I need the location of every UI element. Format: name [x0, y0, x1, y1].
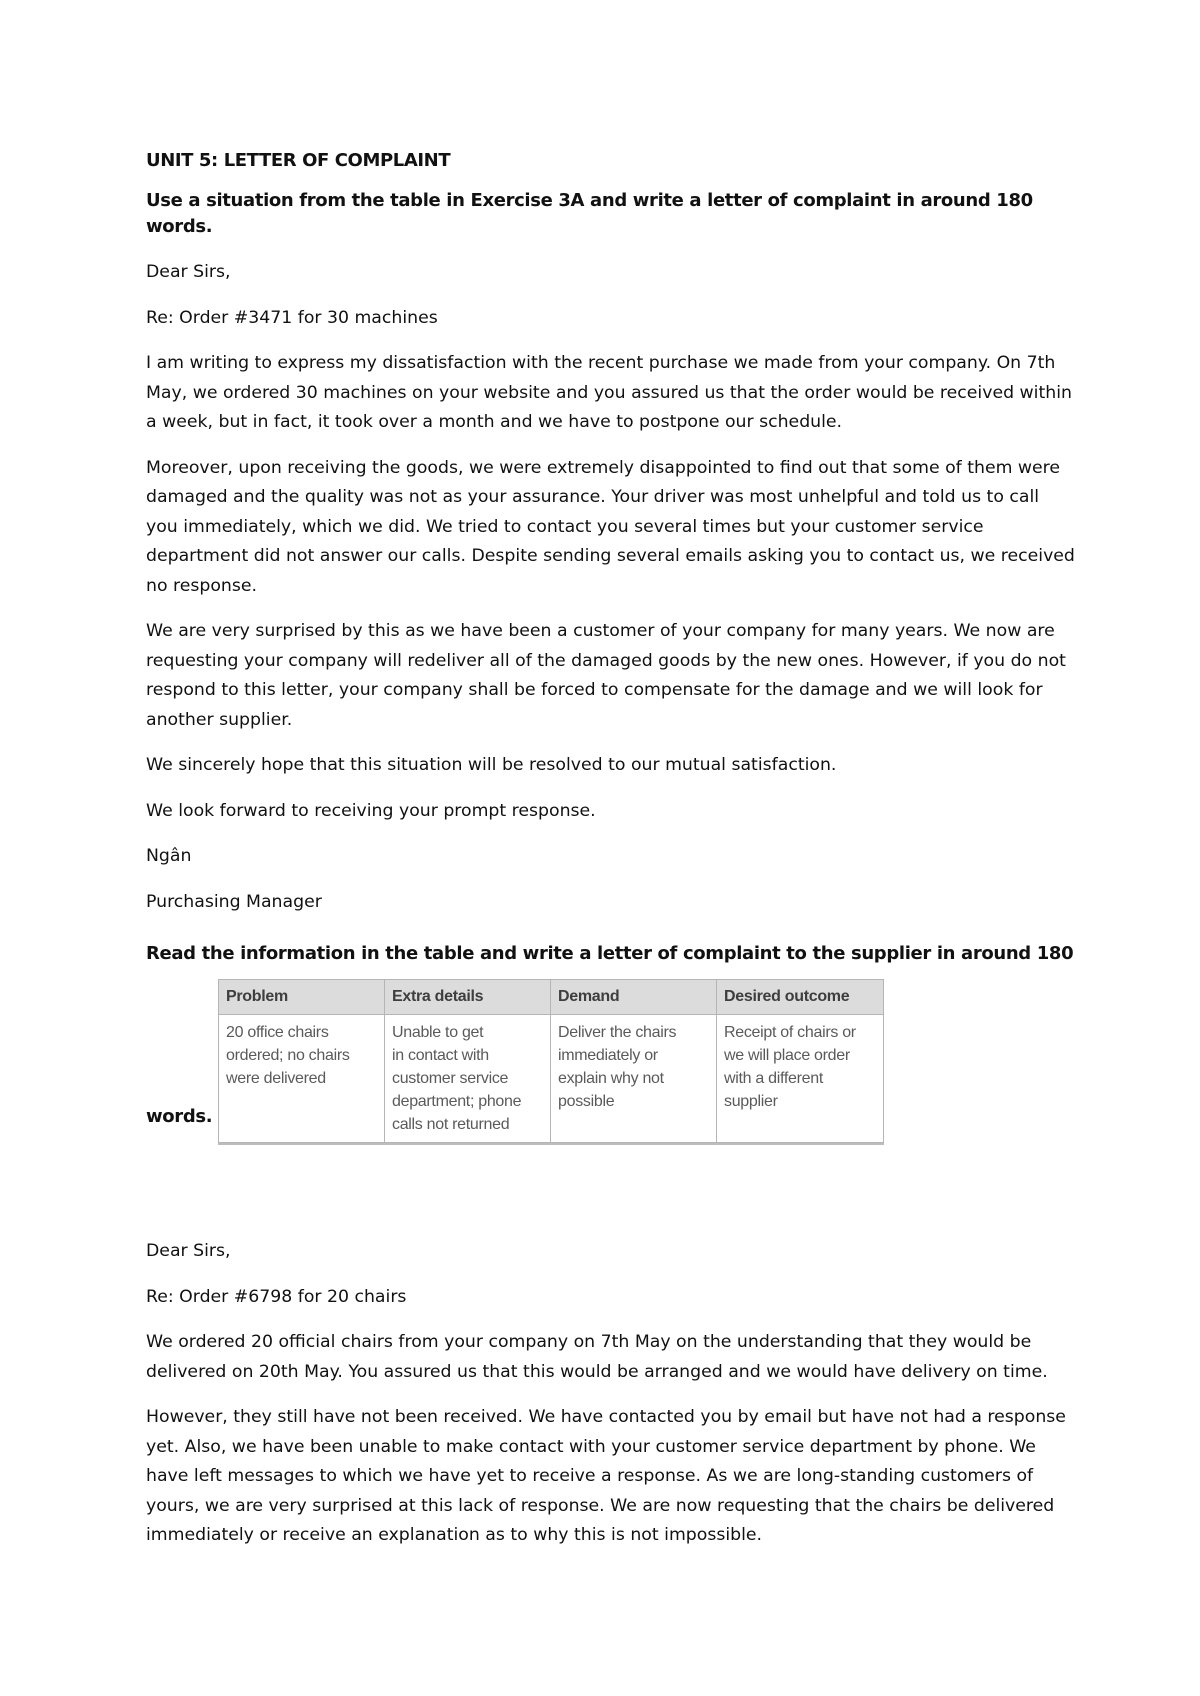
letter-1-paragraph: We are very surprised by this as we have been a customer of your company for many years. We now are requesting your company will redeliver all of the damaged goods by the new ones. However, if you do not respond to this letter, your company shall be forced to compensate for the damage and we will look for another supplier.	[146, 621, 1066, 730]
task-2-block	[146, 943, 1076, 1153]
letter-1-paragraph: We look forward to receiving your prompt response.	[146, 800, 596, 821]
table-row	[219, 1015, 884, 1143]
letter-1-subject: Re: Order #3471 for 30 machines	[146, 307, 438, 328]
letter-2-subject: Re: Order #6798 for 20 chairs	[146, 1286, 407, 1307]
table-header-cell: Desired outcome	[717, 980, 884, 1015]
table-header-cell: Extra details	[385, 980, 551, 1015]
document-title: UNIT 5: LETTER OF COMPLAINT	[146, 150, 451, 171]
letter-1-signature-name: Ngân	[146, 846, 192, 866]
letter-2-paragraph: We ordered 20 official chairs from your company on 7th May on the understanding that they would be delivered on 20th May. You assured us that this would be arranged and we would have delivery on time.	[146, 1332, 1048, 1382]
letter-1	[146, 258, 1076, 917]
info-table	[218, 979, 884, 1143]
letter-2	[146, 1237, 1076, 1551]
letter-1-paragraph: Moreover, upon receiving the goods, we were extremely disappointed to find out that some of them were damaged and the quality was not as your assurance. Your driver was most unhelpful and told us to call you immediately, which we did. We tried to contact you several times but your customer service department did not answer our calls. Despite sending several emails asking you to contact us, we received no response.	[146, 457, 1075, 596]
table-cell: Deliver the chairs immediately or explain why not possible	[551, 1015, 717, 1143]
letter-1-paragraph: We sincerely hope that this situation will be resolved to our mutual satisfaction.	[146, 755, 837, 775]
table-cell: 20 office chairs ordered; no chairs were delivered	[219, 1015, 385, 1143]
letter-2-salutation: Dear Sirs,	[146, 1241, 231, 1261]
task-instruction-2-continued: words.	[146, 1106, 213, 1127]
task-instruction-2: Read the information in the table and write a letter of complaint to the supplier in around 180	[146, 943, 1074, 964]
table-header-cell: Problem	[219, 980, 385, 1015]
letter-1-paragraph: I am writing to express my dissatisfaction with the recent purchase we made from your company. On 7th May, we ordered 30 machines on your website and you assured us that the order would be received within a week, but in fact, it took over a month and we have to postpone our schedule.	[146, 353, 1072, 432]
letter-1-salutation: Dear Sirs,	[146, 262, 231, 282]
table-header-cell: Demand	[551, 980, 717, 1015]
letter-1-signature-role: Purchasing Manager	[146, 891, 322, 912]
task-instruction-1: Use a situation from the table in Exercise 3A and write a letter of complaint in around 180 words.	[146, 190, 1033, 237]
table-cell: Unable to get in contact with customer service department; phone calls not returned	[385, 1015, 551, 1143]
table-header-row	[219, 980, 884, 1015]
table-cell: Receipt of chairs or we will place order with a different supplier	[717, 1015, 884, 1143]
document-page	[146, 148, 1076, 1567]
letter-2-paragraph: However, they still have not been received. We have contacted you by email but have not had a response yet. Also, we have been unable to make contact with your customer service department by phone. We have left messages to which we have yet to receive a response. As we are long-standing customers of yours, we are very surprised at this lack of response. We are now requesting that the chairs be delivered immediately or receive an explanation as to why this is not impossible.	[146, 1407, 1066, 1545]
